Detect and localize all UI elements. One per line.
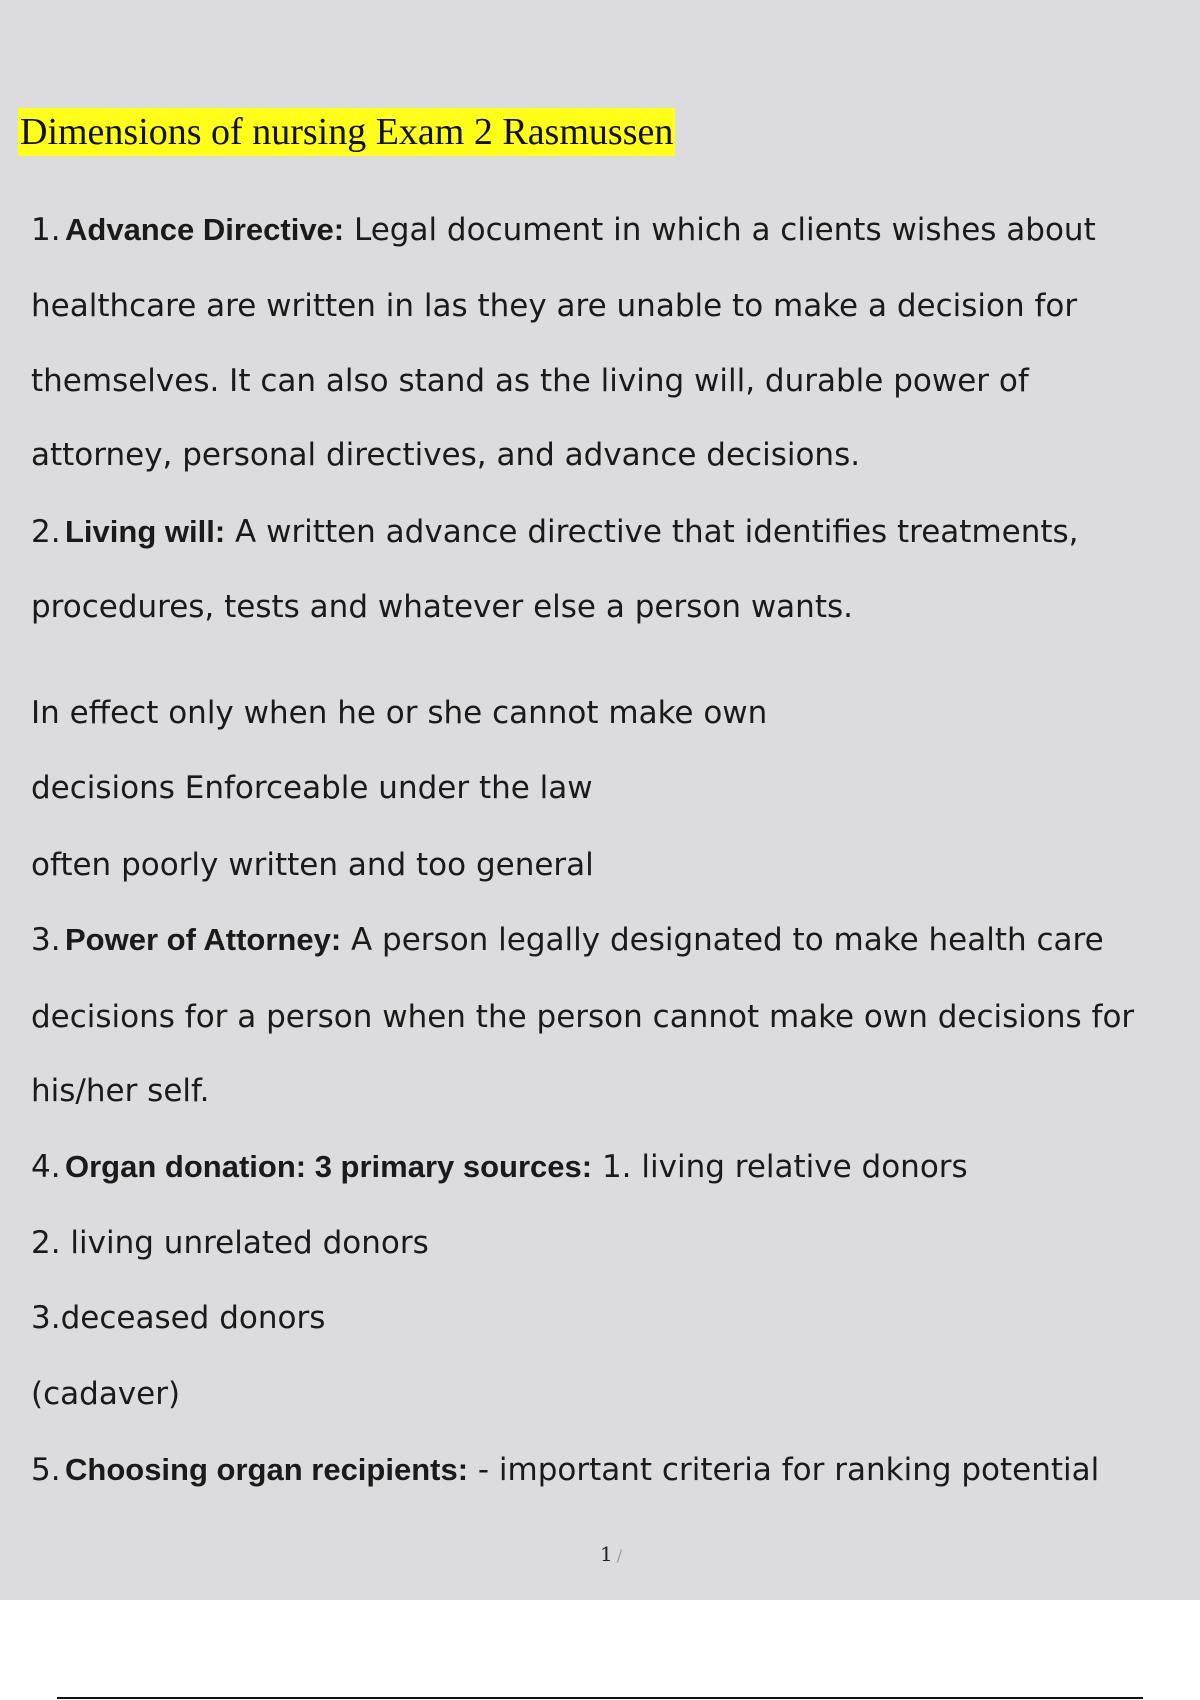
item-3-line: decisions for a person when the person cannot make own decisions for xyxy=(31,999,1135,1035)
item-2-line: procedures, tests and whatever else a person wants. xyxy=(31,589,853,625)
item-2-term: Living will: xyxy=(65,514,226,549)
item-5-term: Choosing organ recipients: xyxy=(65,1452,469,1487)
item-2-number: 2. xyxy=(31,514,61,550)
item-1-line: themselves. It can also stand as the living will, durable power of xyxy=(31,363,1029,399)
item-4-line: (cadaver) xyxy=(31,1376,181,1412)
item-1-term: Advance Directive: xyxy=(65,212,345,247)
item-4-number: 4. xyxy=(31,1149,61,1185)
item-4-line: 2. living unrelated donors xyxy=(31,1225,429,1261)
note-line: decisions Enforceable under the law xyxy=(31,770,593,806)
item-4-term: Organ donation: 3 primary sources: xyxy=(65,1149,593,1184)
item-1-line: healthcare are written in las they are unable to make a decision for xyxy=(31,288,1078,324)
item-3-term: Power of Attorney: xyxy=(65,922,342,957)
item-3-line: his/her self. xyxy=(31,1073,210,1109)
item-1-first-line xyxy=(31,210,1096,250)
note-line: In effect only when he or she cannot make own xyxy=(31,695,768,731)
item-2-text: A written advance directive that identifies treatments, xyxy=(225,514,1079,550)
item-1-line: attorney, personal directives, and advance decisions. xyxy=(31,437,861,473)
item-3-text: A person legally designated to make health care xyxy=(341,922,1104,958)
item-4-first-line xyxy=(31,1147,968,1187)
item-4-line: 3.deceased donors xyxy=(31,1300,326,1336)
footer-divider xyxy=(57,1697,1143,1699)
page-number-value: 1 xyxy=(600,1542,613,1566)
page-number xyxy=(600,1542,622,1566)
item-5-first-line xyxy=(31,1450,1099,1490)
item-1-number: 1. xyxy=(31,212,61,248)
item-5-number: 5. xyxy=(31,1452,61,1488)
note-line: often poorly written and too general xyxy=(31,847,594,883)
item-3-number: 3. xyxy=(31,922,61,958)
item-1-text: Legal document in which a clients wishes about xyxy=(344,212,1096,248)
document-title: Dimensions of nursing Exam 2 Rasmussen xyxy=(18,108,675,156)
item-4-text: 1. living relative donors xyxy=(592,1149,968,1185)
item-5-text: - important criteria for ranking potential xyxy=(468,1452,1100,1488)
page-number-separator: / xyxy=(616,1546,623,1565)
item-2-first-line xyxy=(31,512,1079,552)
item-3-first-line xyxy=(31,920,1104,960)
